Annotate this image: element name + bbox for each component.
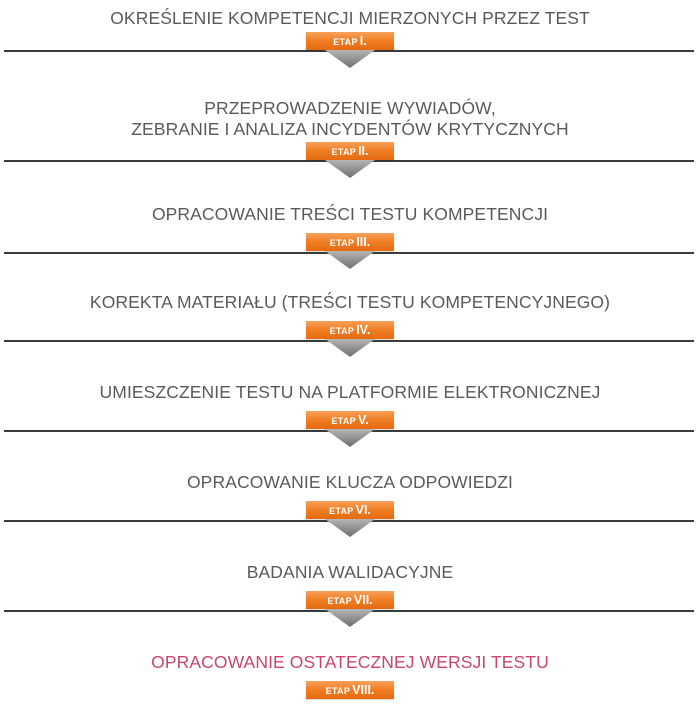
stage-badge [306,681,394,699]
down-arrow-icon [325,339,375,357]
stage-badge-label: ETAP [329,326,355,336]
stage-badge [306,501,394,519]
stage-badge-label: ETAP [333,37,358,47]
stage-badge-label: ETAP [331,147,357,157]
down-arrow-icon [325,519,375,537]
stage-badge-label: ETAP [325,686,351,696]
down-arrow-icon [325,609,375,627]
stage-badge-number: VII. [353,593,373,607]
down-arrow-icon [325,251,375,269]
stage-badge [306,32,394,50]
stage-badge-label: ETAP [329,238,355,248]
stage-badge [306,591,394,609]
stage-badge-number: IV. [356,323,371,337]
stage-badge [306,142,394,160]
stage-badge-label: ETAP [331,416,356,426]
stage-badge [306,411,394,429]
stage-badge-number: II. [358,144,369,158]
stage-title: OPRACOWANIE TREŚCI TESTU KOMPETENCJI [151,204,549,224]
stage-badge-number: VIII. [352,683,375,697]
stage-title: KOREKTA MATERIAŁU (TREŚCI TESTU KOMPETENCYJNEGO) [89,292,611,312]
stage-title: OPRACOWANIE OSTATECZNEJ WERSJI TESTU [151,652,549,672]
stage-title: OKREŚLENIE KOMPETENCJI MIERZONYCH PRZEZ TEST [110,8,590,28]
stage-badge-label: ETAP [327,596,352,606]
stage-title: BADANIA WALIDACYJNE [246,562,454,582]
down-arrow-icon [325,429,375,447]
stage-title: OPRACOWANIE KLUCZA ODPOWIEDZI [186,472,514,492]
stage-badge-number: VI. [355,503,371,517]
stage-title: PRZEPROWADZENIE WYWIADÓW, ZEBRANIE I ANALIZA INCYDENTÓW KRYTYCZNYCH [131,98,569,139]
down-arrow-icon [325,160,375,178]
stage-title: UMIESZCZENIE TESTU NA PLATFORMIE ELEKTRONICZNEJ [99,382,601,402]
stage-badge-number: III. [356,235,371,249]
stage-badge [306,233,394,251]
stage-badge [306,321,394,339]
stage-badge-number: V. [357,413,369,427]
stage-badge-number: I. [359,34,367,48]
down-arrow-icon [325,50,375,68]
stage-badge-label: ETAP [329,506,354,516]
